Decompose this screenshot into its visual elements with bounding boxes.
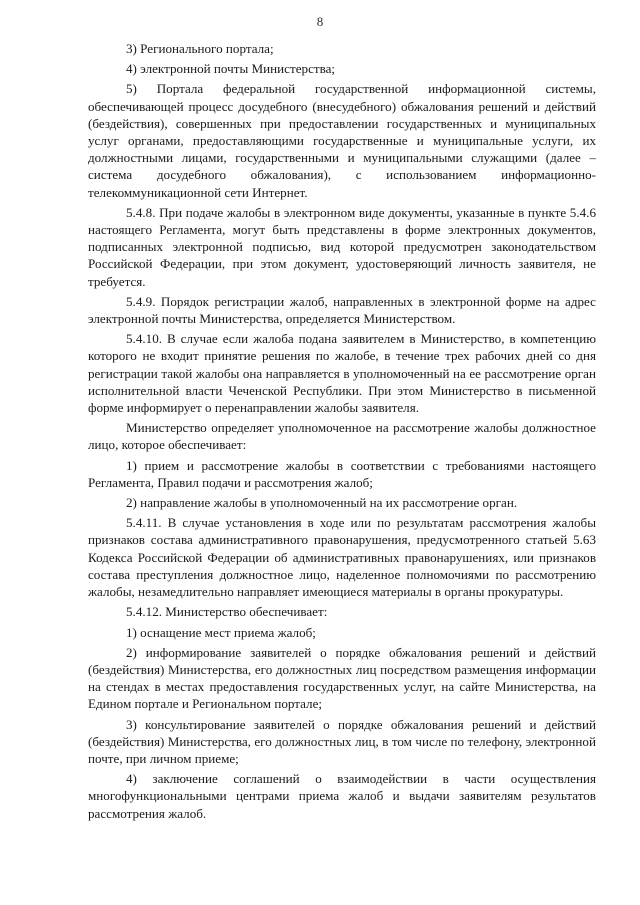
paragraph-duty-2: 2) направление жалобы в уполномоченный на их рассмотрение орган.: [126, 495, 518, 511]
paragraph-ministry-defines: Министерство определяет уполномоченное на рассмотрение жалобы должностное лицо, которое обеспечивает:: [88, 420, 596, 453]
paragraph-duty-1: 1) прием и рассмотрение жалобы в соответствии с требованиями настоящего Регламента, Правил подачи и рассмотрения жалоб;: [88, 457, 596, 490]
paragraph-5-4-12: 5.4.12. Министерство обеспечивает:: [126, 604, 328, 620]
paragraph-ensure-3: 3) консультирование заявителей о порядке обжалования решений и действий (бездействия) Министерства, его должностных лиц, в том числе по телефону, электронной почте, при личном приеме;: [88, 716, 596, 766]
page-number: 8: [316, 14, 324, 29]
paragraph-ensure-4: 4) заключение соглашений о взаимодействии в части осуществления многофункциональными центрами приема жалоб и выдачи заявителям результатов рассмотрения жалоб.: [88, 771, 596, 821]
paragraph-item-4: 4) электронной почты Министерства;: [126, 61, 336, 77]
paragraph-5-4-9: 5.4.9. Порядок регистрации жалоб, направленных в электронной форме на адрес электронной почты Министерства, определяется Министерством.: [88, 293, 596, 327]
paragraph-5-4-10: 5.4.10. В случае если жалоба подана заявителем в Министерство, в компетенцию которого не входит принятие решения по жалобе, в течение трех рабочих дней со дня регистрации такой жалобы она направляется в уполномоченный на ее рассмотрение орган исполнительной власти Чеченской Республики. При этом Министерство в письменной форме информирует о перенаправлении жалобы заявителя.: [88, 331, 596, 416]
paragraph-item-5: 5) Портала федеральной государственной информационной системы, обеспечивающей процесс досудебного (внесудебного) обжалования решений и действий (бездействия), совершенных при предоставлении государственных и муниципальных услуг органами, предоставляющими государственные и муниципальные услуги, их должностными лицами, государственными и муниципальными служащими (далее – система досудебного обжалования), с использованием информационно-телекоммуникационной сети Интернет.: [88, 81, 596, 200]
paragraph-5-4-8: 5.4.8. При подаче жалобы в электронном виде документы, указанные в пункте 5.4.6 настоящего Регламента, могут быть представлены в форме электронных документов, подписанных электронной подписью, вид которой предусмотрен законодательством Российской Федерации, при этом документ, удостоверяющий личность заявителя, не требуется.: [88, 204, 596, 289]
paragraph-ensure-2: 2) информирование заявителей о порядке обжалования решений и действий (бездействия) Министерства, его должностных лиц посредством размещения информации на стендах в местах предоставления государственных услуг, на сайте Министерства, на Едином портале и Региональном портале;: [88, 644, 596, 712]
paragraph-item-3: 3) Регионального портала;: [126, 41, 274, 56]
paragraph-ensure-1: 1) оснащение мест приема жалоб;: [126, 624, 316, 640]
document-body: [88, 40, 596, 825]
paragraph-5-4-11: 5.4.11. В случае установления в ходе или по результатам рассмотрения жалобы признаков состава административного правонарушения, предусмотренного статьей 5.63 Кодекса Российской Федерации об административных правонарушениях, или признаков состава преступления должностное лицо, наделенное полномочиями по рассмотрению жалобы, незамедлительно направляет имеющиеся материалы в органы прокуратуры.: [88, 515, 596, 600]
